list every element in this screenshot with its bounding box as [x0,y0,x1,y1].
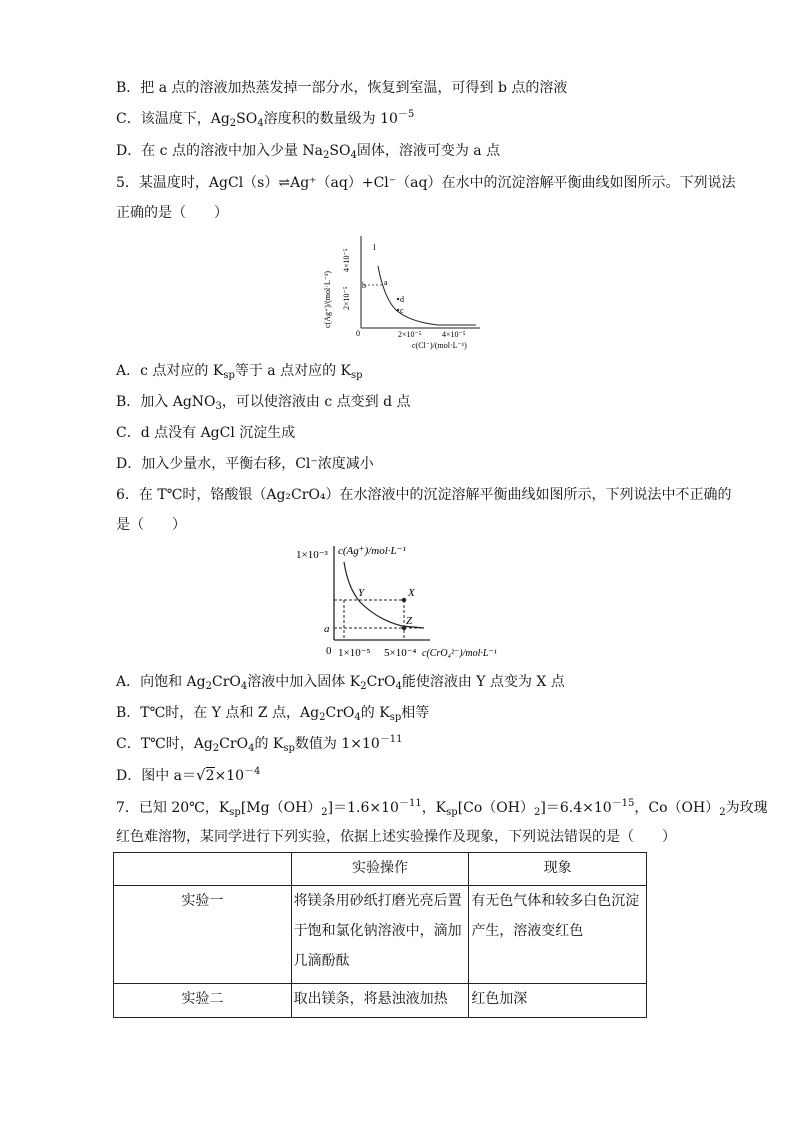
table-cell-name: 实验一 [114,886,292,984]
q6-option-d: D．图中 $a=√2\times 10^{-4}$ [116,766,261,784]
q5-stem-line2: 正确的是（ ） [116,205,228,221]
q5-ytick-4: 4×10⁻⁵ [342,248,351,272]
table-cell-operation: 将镁条用砂纸打磨光亮后置 于饱和氯化钠溶液中，滴加 几滴酚酞 [291,886,469,984]
q6-ytop: 1×10⁻³ [296,549,328,561]
q5-option-c: C．d 点没有 AgCl 沉淀生成 [116,425,296,441]
q6-ylabel: c(Ag⁺)/mol·L⁻¹ [338,545,406,557]
table-header-row [114,853,647,886]
table-cell-operation: 取出镁条，将悬浊液加热 [291,984,469,1018]
table-row [114,886,647,984]
q6-option-c: C．T℃时，$Ag_2CrO_4$的 $K_{sp}$数值为 $1\times 10^{-11}$ [116,734,403,754]
q5-ylabel: c(Ag⁺)/(mol·L⁻¹) [323,270,332,328]
q5-option-d: D．加入少量水，平衡右移，Cl⁻浓度减小 [116,456,374,472]
q6-stem-line2: 是（ ） [116,517,186,533]
q5-point-a: a [384,278,388,287]
q5-xtick-2: 2×10⁻⁵ [398,330,422,339]
q6-stem-line1: 6．在 T℃时，铬酸银（Ag₂CrO₄）在水溶液中的沉淀溶解平衡曲线如图所示，下列说法中不正确的 [116,487,732,503]
q6-point-y: Y [358,587,365,599]
q5-option-b: B．加入 AgNO$_3$，可以使溶液由 c 点变到 d 点 [116,394,411,412]
q6-origin: 0 [326,645,332,657]
q5-ytick-2: 2×10⁻⁵ [342,286,351,310]
q5-curve [378,266,476,325]
q5-xlabel: c(Cl⁻)/(mol·L⁻¹) [412,341,467,350]
q4-option-d: D．在 c 点的溶液中加入少量 $Na_2SO_4$固体，溶液可变为 a 点 [116,143,501,161]
q5-figure [318,228,488,352]
q6-ya: a [324,623,330,635]
q5-point-d: d [400,295,404,304]
q5-point-c: c [400,306,404,315]
q5-origin: 0 [356,329,360,338]
q6-xtick-1: 1×10⁻⁵ [338,647,371,659]
q6-option-a: A．向饱和 $Ag_2CrO_4$溶液中加入固体 $K_2CrO_4$能使溶液由 Y 点变为 X 点 [116,674,565,692]
q6-point-x: X [408,587,415,599]
q6-point-z: Z [406,615,413,627]
q6-option-b: B．T℃时，在 Y 点和 Z 点，$Ag_2CrO_4$的 $K_{sp}$相等 [116,705,430,723]
q4-option-b: B．把 a 点的溶液加热蒸发掉一部分水，恢复到室温，可得到 b 点的溶液 [116,80,568,96]
q5-point-b: b [362,281,366,290]
table-cell-name: 实验二 [114,984,292,1018]
table-cell-phenomenon: 有无色气体和较多白色沉淀 产生，溶液变红色 [469,886,647,984]
q7-experiment-table [113,852,647,1018]
q5-option-a: A．c 点对应的 $K_{sp}$等于 a 点对应的 $K_{sp}$ [116,363,363,381]
table-header-empty [114,853,292,886]
table-header-operation: 实验操作 [291,853,469,886]
q5-stem-line1: 5．某温度时，AgCl（s）⇌Ag⁺（aq）+Cl⁻（aq）在水中的沉淀溶解平衡曲线如图所示。下列说法 [116,175,736,191]
q5-bar-mark: I [373,243,376,252]
q6-xtick-2: 5×10⁻⁴ [384,647,417,659]
q6-xlabel: c(CrO₄²⁻)/mol·L⁻¹ [422,648,497,659]
q7-stem-line1: 7．已知 20℃，$K_{sp}[Mg(OH)_2]=1.6\times 10^{-11}$，$K_{sp}[Co(OH)_2]=6.4\times 10^{-15}$，$Co(OH)_2$为玫瑰 [116,798,768,818]
q5-xtick-4: 4×10⁻⁵ [442,330,466,339]
table-cell-phenomenon: 红色加深 [469,984,647,1018]
table-row [114,984,647,1018]
q4-option-c: C．该温度下，$Ag_2SO_4$溶度积的数量级为 $10^{-5}$ [116,109,415,129]
table-header-phenomenon: 现象 [469,853,647,886]
q6-figure [292,540,518,666]
q7-stem-line2: 红色难溶物，某同学进行下列实验，依据上述实验操作及现象，下列说法错误的是（ ） [116,829,676,845]
